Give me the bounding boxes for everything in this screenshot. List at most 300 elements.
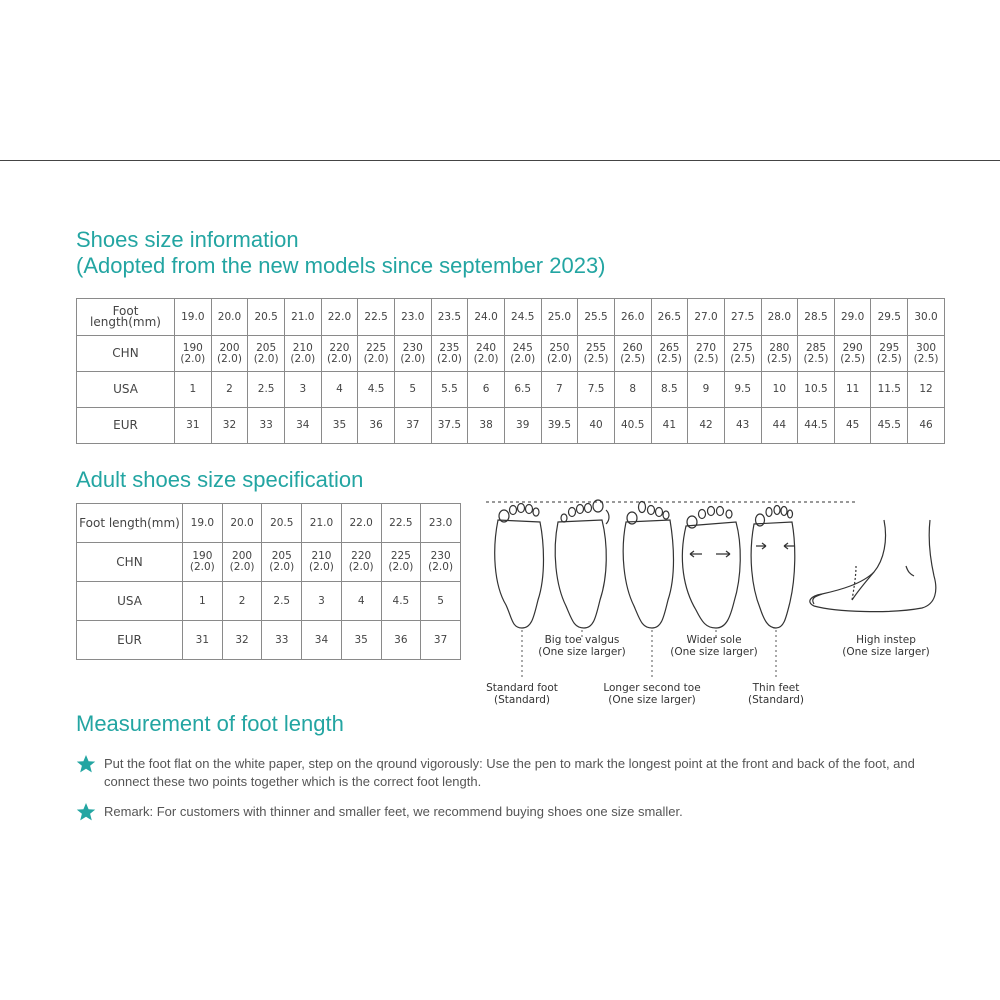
row-label: Foot length(mm) (77, 299, 175, 336)
table-cell (302, 582, 342, 621)
table-cell (321, 336, 358, 372)
table-cell (578, 336, 615, 372)
cell-value: (2.5) (766, 352, 792, 365)
table-cell (302, 621, 342, 660)
table-cell (248, 299, 285, 336)
wider-sole-foot-icon (682, 507, 740, 629)
cell-value: (2.5) (876, 352, 902, 365)
cell-value: (2.0) (388, 561, 414, 573)
table-cell (381, 621, 421, 660)
cell-value: 41 (662, 419, 677, 431)
cell-value: 250 (549, 341, 570, 354)
cell-value: 27.5 (730, 310, 755, 323)
cell-value: (2.0) (253, 352, 279, 365)
cell-value: (2.0) (546, 352, 572, 365)
high-instep-foot-icon (810, 520, 936, 612)
cell-value: 22.0 (327, 310, 352, 323)
table-cell (284, 408, 321, 444)
cell-value: 37 (406, 419, 420, 431)
table-row (77, 336, 945, 372)
cell-value: 20.5 (270, 516, 294, 529)
cell-value: 46 (919, 419, 933, 431)
cell-value: 190 (182, 341, 203, 354)
table-cell (651, 299, 688, 336)
caption-line: Thin feet (752, 682, 800, 694)
remark-note (76, 803, 946, 821)
cell-value: 8.5 (661, 383, 678, 395)
table-cell (871, 408, 908, 444)
star-icon (76, 802, 96, 822)
table-row (77, 621, 461, 660)
cell-value: 40.5 (621, 419, 645, 431)
cell-value: 23.0 (428, 516, 453, 529)
cell-value: 29.5 (877, 310, 901, 323)
table-cell (871, 336, 908, 372)
cell-value: 235 (439, 341, 460, 354)
cell-value: 35 (332, 419, 347, 431)
caption-line: Longer second toe (603, 682, 701, 694)
cell-value: 1 (199, 594, 206, 607)
cell-value: 240 (476, 341, 497, 354)
table-cell (468, 336, 505, 372)
table-cell (394, 299, 431, 336)
table-cell (834, 372, 871, 408)
cell-value: 2 (238, 594, 246, 607)
cell-value: 26.5 (657, 310, 682, 323)
table-cell (284, 336, 321, 372)
table-cell (175, 372, 212, 408)
table-cell (468, 408, 505, 444)
cell-value: (2.0) (510, 352, 536, 365)
table-cell (211, 372, 248, 408)
cell-value: 32 (222, 419, 237, 431)
cell-value: 25.5 (584, 310, 608, 323)
cell-value: 9.5 (734, 383, 752, 395)
caption-wider-sole (664, 634, 764, 658)
cell-value: 205 (271, 550, 292, 562)
cell-value: 9 (702, 383, 710, 395)
table-row (77, 372, 945, 408)
cell-value: 29.0 (840, 310, 865, 323)
cell-value: 40 (589, 419, 603, 431)
table-cell (798, 372, 835, 408)
cell-value: 190 (192, 550, 213, 562)
thin-feet-foot-icon (751, 506, 795, 629)
table-cell (724, 408, 761, 444)
caption-longer-second-toe (596, 682, 708, 706)
cell-value: 20.5 (254, 310, 278, 323)
cell-value: 8 (629, 383, 637, 395)
cell-value: 210 (292, 341, 313, 354)
table-cell (724, 336, 761, 372)
cell-value: 43 (735, 419, 750, 431)
cell-value: 4 (357, 594, 365, 607)
table-cell (248, 408, 285, 444)
cell-value: (2.0) (309, 561, 334, 573)
row-label: USA (77, 372, 175, 408)
table-cell (834, 336, 871, 372)
caption-line: (One size larger) (842, 646, 930, 658)
cell-value: 32 (235, 633, 249, 646)
cell-value: 205 (256, 341, 277, 354)
measurement-title (76, 711, 344, 737)
caption-line: High instep (856, 634, 916, 646)
table-row (77, 408, 945, 444)
cell-value: 210 (311, 550, 332, 562)
cell-value: (2.5) (656, 352, 682, 365)
cell-value: 225 (390, 550, 411, 562)
size-info-title-line2: (Adopted from the new models since september 2023) (76, 253, 606, 278)
table-cell (688, 336, 725, 372)
table-cell (908, 299, 945, 336)
big-toe-valgus-foot-icon (555, 500, 609, 628)
table-cell (341, 621, 381, 660)
caption-line: (One size larger) (670, 646, 758, 658)
cell-value: (2.5) (583, 352, 609, 365)
table-cell (421, 543, 461, 582)
cell-value: (2.5) (620, 352, 646, 365)
cell-value: 7.5 (587, 383, 605, 395)
table-cell (541, 408, 578, 444)
top-divider (0, 160, 1000, 161)
table-cell (211, 336, 248, 372)
cell-value: (2.0) (189, 561, 215, 573)
cell-value: (2.0) (180, 352, 206, 365)
cell-value: (2.0) (327, 352, 352, 365)
standard-foot-icon (495, 504, 544, 629)
cell-value: 28.5 (804, 310, 828, 323)
table-cell (908, 372, 945, 408)
table-cell (614, 299, 651, 336)
table-cell (262, 621, 302, 660)
table-cell (541, 372, 578, 408)
table-cell (798, 336, 835, 372)
table-cell (908, 336, 945, 372)
adult-spec-title (76, 467, 363, 493)
table-cell (341, 543, 381, 582)
table-cell (431, 336, 468, 372)
caption-line: (One size larger) (608, 694, 696, 706)
table-cell (421, 504, 461, 543)
table-cell (578, 372, 615, 408)
caption-line: Wider sole (686, 634, 742, 646)
caption-line: Big toe valgus (544, 634, 620, 646)
table-cell (468, 299, 505, 336)
cell-value: 34 (296, 419, 310, 431)
table-cell (381, 543, 421, 582)
table-cell (381, 504, 421, 543)
row-label: EUR (77, 621, 183, 660)
table-cell (302, 504, 342, 543)
cell-value: 290 (842, 341, 863, 354)
table-cell (421, 621, 461, 660)
table-cell (614, 336, 651, 372)
cell-value: 22.5 (364, 310, 388, 323)
table-cell (504, 372, 541, 408)
measurement-title-text: Measurement of foot length (76, 711, 344, 736)
table-cell (651, 336, 688, 372)
table-cell (798, 408, 835, 444)
table-cell (358, 336, 395, 372)
cell-value: 6.5 (514, 383, 532, 395)
cell-value: (2.5) (693, 352, 719, 365)
cell-value: 285 (805, 341, 826, 354)
cell-value: 23.0 (401, 310, 425, 323)
adult-size-table (76, 503, 461, 660)
table-cell (761, 299, 798, 336)
size-info-subtitle (76, 253, 606, 279)
cell-value: 22.5 (389, 516, 413, 529)
row-label: USA (77, 582, 183, 621)
caption-thin-feet (726, 682, 826, 706)
cell-value: (2.0) (400, 352, 426, 365)
table-cell (175, 408, 212, 444)
cell-value: 36 (369, 419, 383, 431)
row-label: EUR (77, 408, 175, 444)
table-cell (358, 299, 395, 336)
cell-value: (2.5) (730, 352, 756, 365)
table-cell (394, 372, 431, 408)
cell-value: 37.5 (437, 419, 462, 431)
table-cell (262, 582, 302, 621)
cell-value: (2.0) (217, 352, 242, 365)
table-cell (321, 408, 358, 444)
table-cell (341, 504, 381, 543)
table-cell (761, 408, 798, 444)
cell-value: 200 (232, 550, 253, 562)
table-cell (222, 504, 262, 543)
row-label: Foot length(mm) (77, 504, 183, 543)
cell-value: 270 (695, 341, 717, 354)
cell-value: 12 (919, 383, 933, 395)
cell-value: 225 (366, 341, 387, 354)
table-cell (724, 372, 761, 408)
cell-value: 230 (402, 341, 423, 354)
table-cell (541, 336, 578, 372)
cell-value: 2.5 (257, 383, 275, 395)
cell-value: 200 (219, 341, 240, 354)
cell-value: (2.0) (229, 561, 255, 573)
table-cell (358, 408, 395, 444)
cell-value: 6 (482, 383, 490, 395)
cell-value: 275 (732, 341, 753, 354)
cell-value: 44.5 (804, 419, 828, 431)
table-cell (358, 372, 395, 408)
table-cell (541, 299, 578, 336)
cell-value: 26.0 (621, 310, 645, 323)
table-cell (431, 299, 468, 336)
cell-value: 260 (622, 341, 643, 354)
cell-value: (2.5) (803, 352, 829, 365)
caption-line: Standard foot (486, 682, 558, 694)
cell-value: (2.5) (913, 352, 939, 365)
longer-second-toe-foot-icon (623, 502, 673, 629)
table-cell (834, 408, 871, 444)
table-cell (688, 372, 725, 408)
table-cell (183, 504, 223, 543)
table-cell (211, 408, 248, 444)
table-cell (248, 372, 285, 408)
cell-value: (2.0) (363, 352, 389, 365)
table-cell (834, 299, 871, 336)
measurement-note-text: Put the foot flat on the white paper, step on the qround vigorously: Use the pen to mark the longest point at the front and back of the foot, and connect these two points together which is the correct foot length. (104, 756, 915, 789)
table-cell (175, 299, 212, 336)
cell-value: 39 (516, 419, 530, 431)
cell-value: 44 (772, 419, 787, 431)
cell-value: 39.5 (547, 419, 572, 431)
cell-value: 5 (409, 383, 417, 395)
caption-high-instep (836, 634, 936, 658)
table-cell (504, 299, 541, 336)
cell-value: 34 (314, 633, 329, 646)
cell-value: 3 (299, 383, 307, 395)
table-cell (431, 372, 468, 408)
cell-value: 24.0 (474, 310, 498, 323)
cell-value: (2.5) (840, 352, 866, 365)
cell-value: 33 (259, 419, 273, 431)
table-cell (262, 504, 302, 543)
cell-value: 11.5 (877, 383, 901, 395)
shoe-size-table (76, 298, 945, 444)
table-cell (394, 336, 431, 372)
cell-value: (2.0) (436, 352, 462, 365)
cell-value: 42 (699, 419, 713, 431)
cell-value: 27.0 (694, 310, 718, 323)
table-cell (222, 543, 262, 582)
table-cell (724, 299, 761, 336)
cell-value: (2.0) (269, 561, 295, 573)
cell-value: (2.0) (348, 561, 374, 573)
table-cell (651, 372, 688, 408)
cell-value: 2.5 (273, 594, 291, 607)
cell-value: 5.5 (441, 383, 458, 395)
cell-value: (2.0) (290, 352, 316, 365)
cell-value: 4 (336, 383, 343, 395)
row-label: CHN (77, 336, 175, 372)
cell-value: 21.0 (291, 310, 315, 323)
table-cell (381, 582, 421, 621)
cell-value: 30.0 (914, 310, 938, 323)
table-cell (248, 336, 285, 372)
cell-value: 295 (879, 341, 900, 354)
table-cell (908, 408, 945, 444)
table-cell (761, 372, 798, 408)
table-cell (688, 408, 725, 444)
adult-spec-title-text: Adult shoes size specification (76, 467, 364, 492)
cell-value: 5 (437, 594, 444, 607)
table-cell (871, 372, 908, 408)
table-cell (222, 621, 262, 660)
measurement-note (76, 755, 946, 791)
cell-value: 11 (845, 383, 860, 395)
cell-value: 45.5 (877, 419, 901, 431)
cell-value: 35 (354, 633, 368, 646)
cell-value: 45 (845, 419, 860, 431)
cell-value: 36 (394, 633, 408, 646)
table-row (77, 543, 461, 582)
cell-value: (2.0) (428, 561, 454, 573)
cell-value: 20.0 (230, 516, 254, 529)
table-cell (211, 299, 248, 336)
caption-line: (One size larger) (538, 646, 626, 658)
caption-line: (Standard) (748, 694, 804, 706)
table-cell (321, 372, 358, 408)
table-cell (262, 543, 302, 582)
cell-value: 4.5 (392, 594, 410, 607)
cell-value: 3 (318, 594, 325, 607)
table-cell (302, 543, 342, 582)
caption-line: (Standard) (494, 694, 550, 706)
table-row (77, 582, 461, 621)
cell-value: 25.0 (547, 310, 572, 323)
table-cell (651, 408, 688, 444)
cell-value: 230 (430, 550, 451, 562)
table-cell (761, 336, 798, 372)
cell-value: 33 (275, 633, 289, 646)
size-info-title-line1: Shoes size information (76, 227, 299, 252)
cell-value: 10 (772, 383, 787, 395)
table-cell (504, 408, 541, 444)
cell-value: 2 (226, 383, 233, 395)
cell-value: 22.0 (349, 516, 373, 529)
table-cell (284, 299, 321, 336)
cell-value: 220 (329, 341, 350, 354)
caption-big-toe-valgus (532, 634, 632, 658)
table-cell (688, 299, 725, 336)
cell-value: 20.0 (217, 310, 242, 323)
cell-value: 31 (195, 633, 210, 646)
foot-type-diagram (470, 490, 950, 720)
caption-standard-foot (472, 682, 572, 706)
table-cell (175, 336, 212, 372)
table-cell (614, 408, 651, 444)
cell-value: 10.5 (804, 383, 828, 395)
table-cell (183, 543, 223, 582)
cell-value: 220 (351, 550, 372, 562)
table-cell (421, 582, 461, 621)
table-cell (394, 408, 431, 444)
cell-value: 21.0 (309, 516, 334, 529)
row-label: CHN (77, 543, 183, 582)
cell-value: 245 (512, 341, 533, 354)
cell-value: 1 (189, 383, 197, 395)
cell-value: (2.0) (473, 352, 499, 365)
cell-value: 7 (556, 383, 563, 395)
cell-value: 38 (479, 419, 493, 431)
table-cell (183, 582, 223, 621)
cell-value: 19.0 (181, 310, 205, 323)
table-cell (578, 299, 615, 336)
table-row (77, 299, 945, 336)
cell-value: 31 (186, 419, 200, 431)
cell-value: 300 (916, 341, 937, 354)
cell-value: 23.5 (437, 310, 462, 323)
table-cell (183, 621, 223, 660)
table-cell (341, 582, 381, 621)
star-icon (76, 754, 96, 774)
cell-value: 265 (659, 341, 680, 354)
table-cell (284, 372, 321, 408)
cell-value: 280 (769, 341, 790, 354)
cell-value: 255 (586, 341, 607, 354)
cell-value: 37 (433, 633, 448, 646)
table-cell (431, 408, 468, 444)
table-cell (614, 372, 651, 408)
table-cell (222, 582, 262, 621)
size-info-title (76, 227, 299, 253)
table-cell (468, 372, 505, 408)
table-cell (504, 336, 541, 372)
